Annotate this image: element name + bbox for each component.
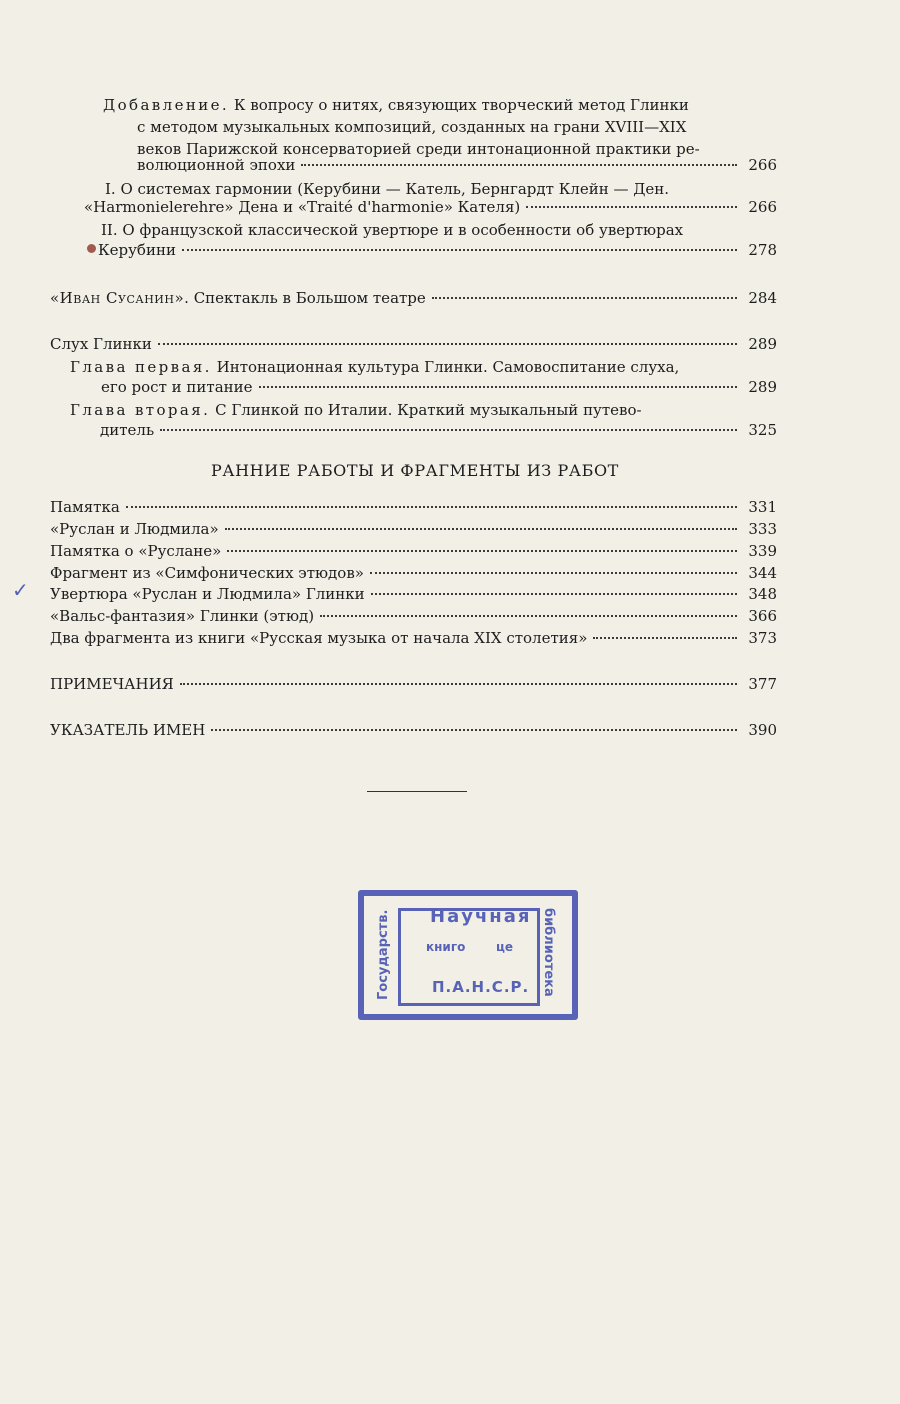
toc-part1-text2: «Harmonielerehre» Дена и «Traité d'harmonie» Кателя) — [84, 198, 521, 216]
toc-item — [50, 606, 777, 626]
page-number: 284 — [748, 289, 777, 307]
toc-ivan-susanin-text — [50, 288, 426, 308]
dot-leader — [259, 386, 737, 388]
page-number: 377 — [748, 675, 777, 693]
toc-ch1-line1 — [70, 357, 679, 377]
toc-item — [50, 541, 777, 561]
page-number: 331 — [748, 498, 777, 516]
toc-index — [50, 720, 777, 740]
toc-item-title: Фрагмент из «Симфонических этюдов» — [50, 564, 364, 582]
toc-ch1-label: Глава первая. — [70, 358, 212, 376]
dot-leader — [225, 528, 737, 530]
toc-addition-line2: с методом музыкальных композиций, созданных на грани XVIII—XIX — [137, 118, 687, 136]
toc-part1-line2 — [84, 197, 777, 217]
toc-item — [50, 628, 777, 648]
page-number: 344 — [748, 564, 777, 582]
dot-leader — [432, 297, 737, 299]
page-number: 289 — [748, 378, 777, 396]
dot-leader — [301, 164, 737, 166]
page-number: 325 — [748, 421, 777, 439]
toc-ivan-susanin — [50, 288, 777, 308]
dot-leader — [526, 206, 737, 208]
page-number: 266 — [748, 156, 777, 174]
end-rule — [367, 791, 467, 792]
toc-ch2-text1: С Глинкой по Италии. Краткий музыкальный путево- — [215, 401, 642, 419]
library-stamp — [358, 890, 578, 1020]
toc-ch2-line1 — [70, 400, 642, 420]
toc-ch1-text2: его рост и питание — [101, 378, 253, 396]
dot-leader — [370, 572, 737, 574]
section-heading: РАННИЕ РАБОТЫ И ФРАГМЕНТЫ ИЗ РАБОТ — [211, 461, 619, 480]
toc-ch2-text2: дитель — [100, 421, 155, 439]
toc-addition-line4 — [137, 155, 777, 175]
page-number: 289 — [748, 335, 777, 353]
page-number: 278 — [748, 241, 777, 259]
page-number: 333 — [748, 520, 777, 538]
page-number: 390 — [748, 721, 777, 739]
toc-part2-line2 — [98, 240, 777, 260]
dot-leader — [160, 429, 737, 431]
toc-item — [50, 497, 777, 517]
stamp-text-right-vertical: библиотека — [541, 908, 556, 997]
toc-notes-title: ПРИМЕЧАНИЯ — [50, 675, 174, 693]
toc-addition-text1: К вопросу о нитях, связующих творческий метод Глинки — [233, 96, 689, 114]
toc-item-title: Увертюра «Руслан и Людмила» Глинки — [50, 585, 365, 603]
stamp-text-middle-left: книго — [426, 940, 466, 954]
page-number: 339 — [748, 542, 777, 560]
toc-addition-line3: веков Парижской консерваторией среди интонационной практики ре- — [137, 140, 700, 158]
toc-item-title: «Руслан и Людмила» — [50, 520, 219, 538]
dot-leader — [126, 506, 737, 508]
stamp-text-top: Научная — [430, 906, 532, 927]
dot-leader — [593, 637, 737, 639]
dot-leader — [158, 343, 737, 345]
toc-part1-line1: I. О системах гармонии (Керубини — Катель, Бернгардт Клейн — Ден. — [105, 180, 670, 198]
stamp-text-left-vertical: Государств. — [376, 909, 391, 1000]
stamp-text-bottom: П.А.Н.С.Р. — [432, 978, 530, 996]
toc-ch1-text1: Интонационная культура Глинки. Самовоспитание слуха, — [216, 358, 680, 376]
toc-item — [50, 584, 777, 604]
dot-leader — [211, 729, 737, 731]
page-number: 366 — [748, 607, 777, 625]
stamp-text-middle-right: це — [496, 940, 514, 954]
dot-leader — [371, 593, 737, 595]
toc-ch1-line2 — [101, 377, 777, 397]
toc-addition-label: Добавление. — [103, 96, 230, 114]
pencil-check-mark: ✓ — [12, 578, 29, 602]
toc-notes — [50, 674, 777, 694]
toc-item-title: «Вальс-фантазия» Глинки (этюд) — [50, 607, 315, 625]
toc-ivan-susanin-rest: . Спектакль в Большом театре — [184, 289, 426, 307]
toc-glinka-hearing — [50, 334, 777, 354]
toc-index-title: УКАЗАТЕЛЬ ИМЕН — [50, 721, 206, 739]
toc-glinka-hearing-title: Слух Глинки — [50, 335, 152, 353]
toc-ch2-line2 — [100, 420, 777, 440]
dot-leader — [320, 615, 737, 617]
toc-item-title: Два фрагмента из книги «Русская музыка от начала XIX столетия» — [50, 629, 588, 647]
dot-leader — [182, 249, 737, 251]
toc-item-title: Памятка о «Руслане» — [50, 542, 222, 560]
page-number: 348 — [748, 585, 777, 603]
toc-ivan-susanin-title: «Иван Сусанин» — [50, 289, 185, 307]
dot-leader — [227, 550, 737, 552]
dot-leader — [180, 683, 737, 685]
toc-item-title: Памятка — [50, 498, 120, 516]
toc-ch2-label: Глава вторая. — [70, 401, 211, 419]
ink-dot-mark — [87, 244, 96, 253]
toc-part2-text2: Керубини — [98, 241, 176, 259]
page-number: 373 — [748, 629, 777, 647]
toc-item — [50, 563, 777, 583]
toc-addition-text4: волюционной эпохи — [137, 156, 296, 174]
toc-item — [50, 519, 777, 539]
toc-part2-line1: II. О французской классической увертюре и в особенности об увертюрах — [101, 221, 684, 239]
page-number: 266 — [748, 198, 777, 216]
toc-addition-line1 — [103, 95, 689, 115]
